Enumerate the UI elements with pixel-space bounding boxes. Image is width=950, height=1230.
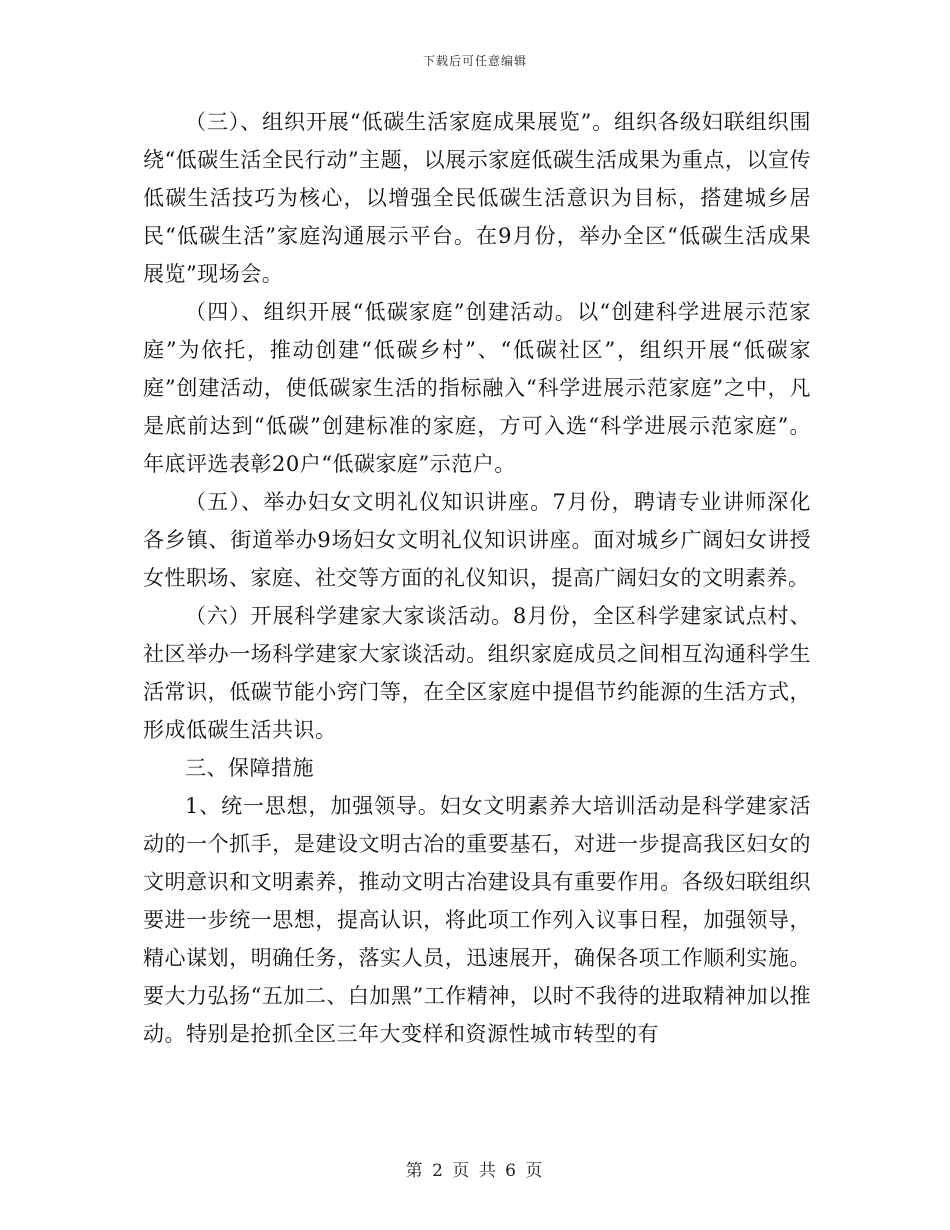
paragraph-activity-6: （六）开展科学建家大家谈活动。8月份，全区科学建家试点村、社区举办一场科学建家大家谈活动。组织家庭成员之间相互沟通科学生活常识，低碳节能小窍门等，在全区家庭中提倡节约能源的生活方式，形成低碳生活共识。 xyxy=(143,604,811,742)
paragraph-safeguard-1: 1、统一思想，加强领导。妇女文明素养大培训活动是科学建家活动的一个抓手，是建设文明古冶的重要基石，对进一步提高我区妇女的文明意识和文明素养，推动文明古冶建设具有重要作用。各级妇联组织要进一步统一思想，提高认识，将此项工作列入议事日程，加强领导，精心谋划，明确任务，落实人员，迅速展开，确保各项工作顺利实施。要大力弘扬“五加二、白加黑”工作精神，以时不我待的进取精神加以推动。特别是抢抓全区三年大变样和资源性城市转型的有 xyxy=(143,794,811,1046)
paragraph-activity-5: （五）、举办妇女文明礼仪知识讲座。7月份，聘请专业讲师深化各乡镇、街道举办9场妇女文明礼仪知识讲座。面对城乡广阔妇女讲授女性职场、家庭、社交等方面的礼仪知识，提高广阔妇女的文明素养。 xyxy=(143,490,811,590)
section-heading-safeguards: 三、保障措施 xyxy=(185,756,314,780)
paragraph-activity-4: （四）、组织开展“低碳家庭”创建活动。以“创建科学进展示范家庭”为依托，推动创建“低碳乡村”、“低碳社区”，组织开展“低碳家庭”创建活动，使低碳家生活的指标融入“科学进展示范家庭”之中，凡是底前达到“低碳”创建标准的家庭，方可入选“科学进展示范家庭”。年底评选表彰20户“低碳家庭”示范户。 xyxy=(143,300,811,476)
document-body xyxy=(143,103,811,1053)
page-header-note: 下载后可任意编辑 xyxy=(422,54,527,68)
paragraph-activity-3: （三）、组织开展“低碳生活家庭成果展览”。组织各级妇联组织围绕“低碳生活全民行动”主题，以展示家庭低碳生活成果为重点，以宣传低碳生活技巧为核心，以增强全民低碳生活意识为目标，搭建城乡居民“低碳生活”家庭沟通展示平台。在9月份，举办全区“低碳生活成果展览”现场会。 xyxy=(143,110,811,286)
page-number: 第 2 页 共 6 页 xyxy=(405,1161,545,1181)
